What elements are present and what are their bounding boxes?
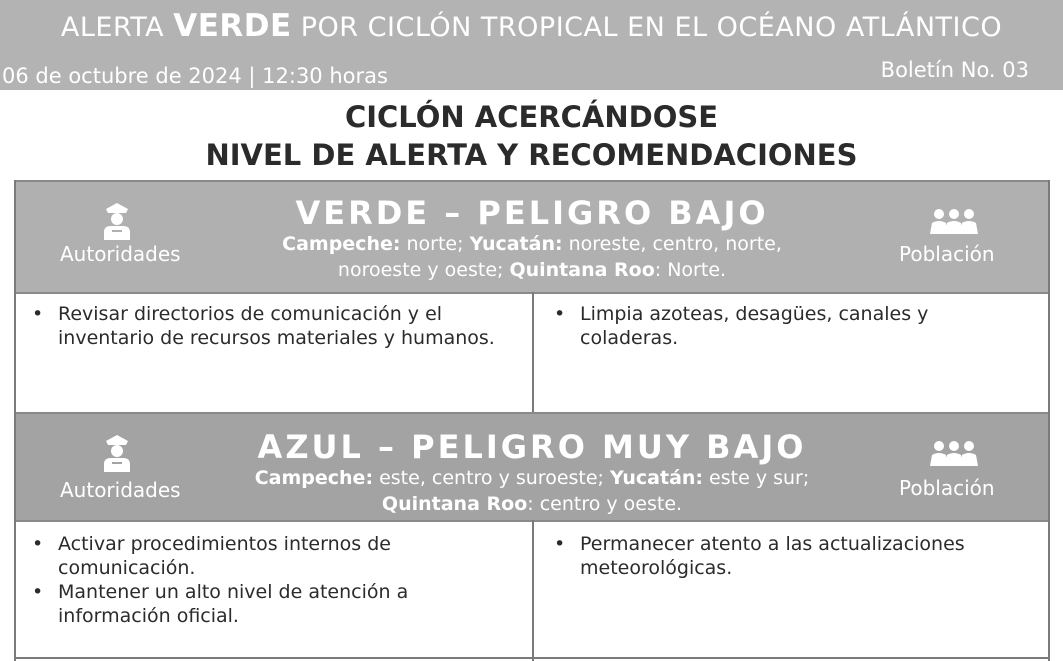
verde-population-cell: [552, 302, 1012, 350]
population-label: Población: [899, 242, 995, 266]
bulletin-number: Boletín No. 03: [880, 58, 1029, 82]
bulletin-date: 06 de octubre de 2024 | 12:30 horas: [2, 64, 388, 88]
azul-title: AZUL – PELIGRO MUY BAJO: [257, 428, 807, 466]
authorities-label: Autoridades: [60, 242, 181, 266]
alert-banner: [0, 0, 1063, 90]
azul-population-cell: [552, 532, 1012, 580]
verde-authorities-cell: [30, 302, 510, 350]
quintana-roo-label: Quintana Roo: [381, 493, 528, 515]
azul-regions-line2: [16, 493, 1048, 515]
campeche-regions: este, centro y suroeste;: [373, 467, 610, 489]
yucatan-regions: este y sur;: [703, 467, 810, 489]
yucatan-regions-cont: noroeste y oeste;: [337, 259, 510, 281]
verde-title: VERDE – PELIGRO BAJO: [295, 194, 769, 232]
authorities-label: Autoridades: [60, 478, 181, 502]
campeche-regions: norte;: [400, 233, 470, 255]
alert-level-word: VERDE: [173, 8, 292, 44]
page-heading: CICLÓN ACERCÁNDOSE: [344, 100, 719, 134]
people-group-icon: [929, 440, 979, 466]
quintana-roo-regions: : Norte.: [654, 259, 727, 281]
azul-regions-line1: [16, 467, 1048, 489]
verde-population-item: • Limpia azoteas, desagües, canales y coladeras.: [552, 302, 1012, 350]
campeche-label: Campeche:: [254, 467, 374, 489]
verde-authorities-item: • Revisar directorios de comunicación y el inventario de recursos materiales y humanos.: [30, 302, 510, 350]
column-divider: [532, 292, 534, 412]
verde-regions-line2: [16, 259, 1048, 281]
campeche-label: Campeche:: [282, 233, 401, 255]
quintana-roo-label: Quintana Roo: [509, 259, 655, 281]
alert-title: [0, 8, 1063, 44]
yucatan-label: Yucatán:: [610, 467, 704, 489]
quintana-roo-regions: : centro y oeste.: [527, 493, 683, 515]
alert-title-pre: ALERTA: [60, 12, 174, 43]
azul-authorities-item: • Activar procedimientos internos de comunicación.: [30, 532, 510, 580]
column-divider: [532, 520, 534, 661]
alert-table: [14, 180, 1050, 661]
population-label: Población: [899, 476, 995, 500]
verde-band: [16, 180, 1048, 294]
azul-population-item: • Permanecer atento a las actualizaciones meteorológicas.: [552, 532, 1012, 580]
verde-regions-line1: [16, 233, 1048, 255]
azul-authorities-cell: [30, 532, 510, 628]
table-bottom-border: [16, 657, 1048, 659]
people-group-icon: [929, 208, 979, 234]
azul-band: [16, 412, 1048, 522]
yucatan-regions: noreste, centro, norte,: [562, 233, 782, 255]
alert-title-post: POR CICLÓN TROPICAL EN EL OCÉANO ATLÁNTICO: [291, 12, 1003, 43]
yucatan-label: Yucatán:: [469, 233, 563, 255]
azul-authorities-item: • Mantener un alto nivel de atención a información oficial.: [30, 580, 510, 628]
page-subheading: NIVEL DE ALERTA Y RECOMENDACIONES: [205, 138, 858, 172]
